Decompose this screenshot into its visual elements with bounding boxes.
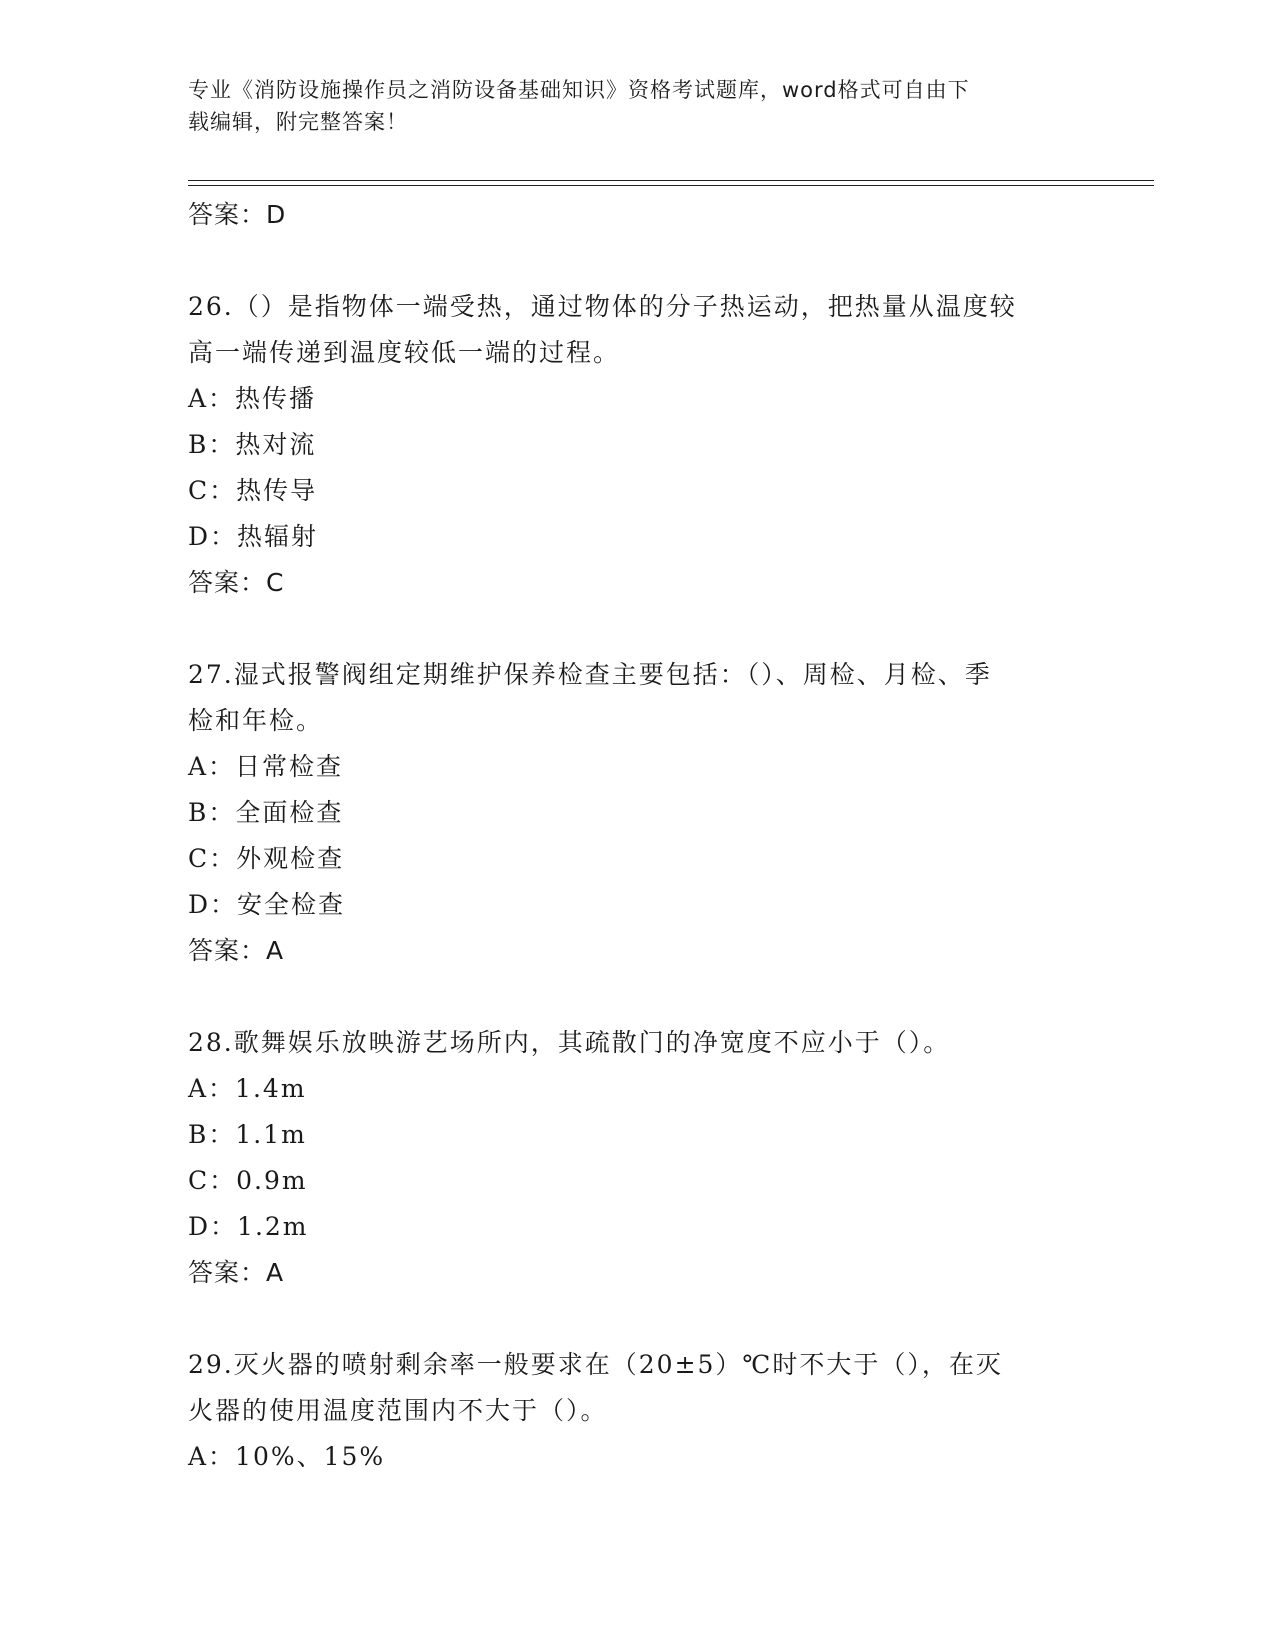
option-c: C：0.9m	[188, 1166, 308, 1195]
option-a: A：热传播	[188, 384, 317, 413]
question-stem-line: 检和年检。	[188, 706, 324, 735]
answer-line: 答案：A	[188, 1258, 285, 1287]
option-d: D：1.2m	[188, 1212, 309, 1241]
option-a: A：日常检查	[188, 752, 344, 781]
header-line-2: 载编辑，附完整答案！	[188, 110, 408, 134]
option-c: C：热传导	[188, 476, 318, 505]
option-b: B：全面检查	[188, 798, 344, 827]
question-stem-line: 高一端传递到温度较低一端的过程。	[188, 338, 621, 367]
option-a: A：1.4m	[188, 1074, 307, 1103]
option-a: A：10%、15%	[188, 1442, 386, 1471]
question-list	[188, 192, 1088, 1480]
option-d: D：热辐射	[188, 522, 319, 551]
option-b: B：1.1m	[188, 1120, 307, 1149]
question-block	[188, 652, 1088, 974]
answer-line: 答案：D	[188, 200, 287, 229]
document-header	[188, 74, 1068, 138]
question-stem-line: 29.灭火器的喷射剩余率一般要求在（20±5）℃时不大于（），在灭	[188, 1350, 1003, 1379]
question-stem-line: 27.湿式报警阀组定期维护保养检查主要包括：（）、周检、月检、季	[188, 660, 992, 689]
question-block	[188, 1020, 1088, 1296]
question-stem-line: 26.（）是指物体一端受热，通过物体的分子热运动，把热量从温度较	[188, 292, 1017, 321]
option-d: D：安全检查	[188, 890, 346, 919]
header-divider-bottom	[188, 185, 1154, 186]
header-line-1: 专业《消防设施操作员之消防设备基础知识》资格考试题库，word格式可自由下	[188, 78, 970, 102]
question-block	[188, 1342, 1088, 1480]
option-c: C：外观检查	[188, 844, 345, 873]
question-stem-line: 火器的使用温度范围内不大于（）。	[188, 1396, 608, 1425]
option-b: B：热对流	[188, 430, 317, 459]
header-divider-top	[188, 180, 1154, 181]
answer-line: 答案：A	[188, 936, 285, 965]
answer-line: 答案：C	[188, 568, 285, 597]
question-stem-line: 28.歌舞娱乐放映游艺场所内，其疏散门的净宽度不应小于（）。	[188, 1028, 951, 1057]
question-block	[188, 284, 1088, 606]
